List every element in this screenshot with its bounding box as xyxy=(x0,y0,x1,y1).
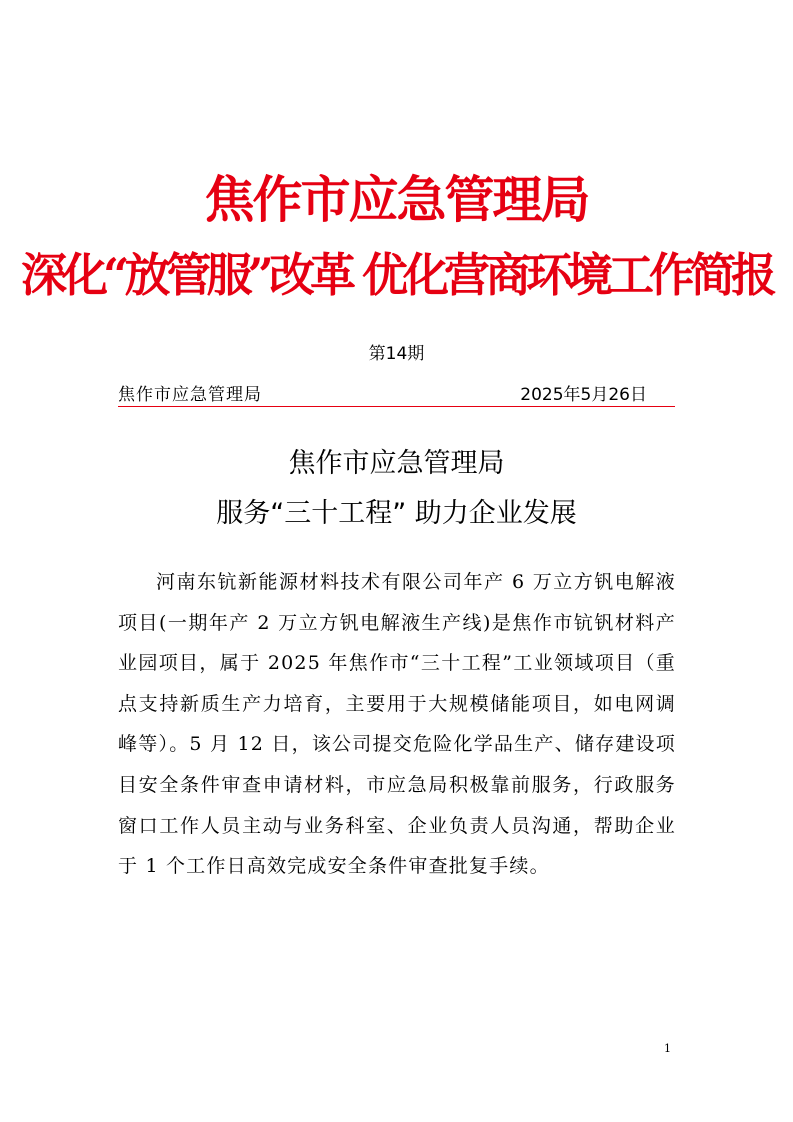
issue-number: 第14期 xyxy=(368,344,425,364)
article-body: 河南东钪新能源材料技术有限公司年产 6 万立方钒电解液项目(一期年产 2 万立方钒电解液生产线)是焦作市钪钒材料产业园项目，属于 2025 年焦作市“三十工程”工业领域项目（重点支持新质生产力培育，主要用于大规模储能项目，如电网调峰等）。5 月 12 日，该公司提交危险化学品生产、储存建设项目安全条件审查申请材料，市应急局积极靠前服务，行政服务窗口工作人员主动与业务科室、企业负责人员沟通，帮助企业于 1 个工作日高效完成安全条件审查批复手续。 xyxy=(118,571,676,878)
masthead-bulletin-name: 深化“放管服”改革 优化营商环境工作简报 xyxy=(21,248,772,302)
page-number: 1 xyxy=(664,1042,671,1055)
header-divider xyxy=(118,406,675,407)
issue-meta-row xyxy=(118,384,675,408)
issue-date: 2025年5月26日 xyxy=(520,385,647,405)
article-title-line1: 焦作市应急管理局 xyxy=(288,448,505,479)
article-title-line2: 服务“三十工程” 助力企业发展 xyxy=(216,498,577,529)
masthead-org-name: 焦作市应急管理局 xyxy=(204,170,589,229)
issue-publisher: 焦作市应急管理局 xyxy=(118,385,262,405)
